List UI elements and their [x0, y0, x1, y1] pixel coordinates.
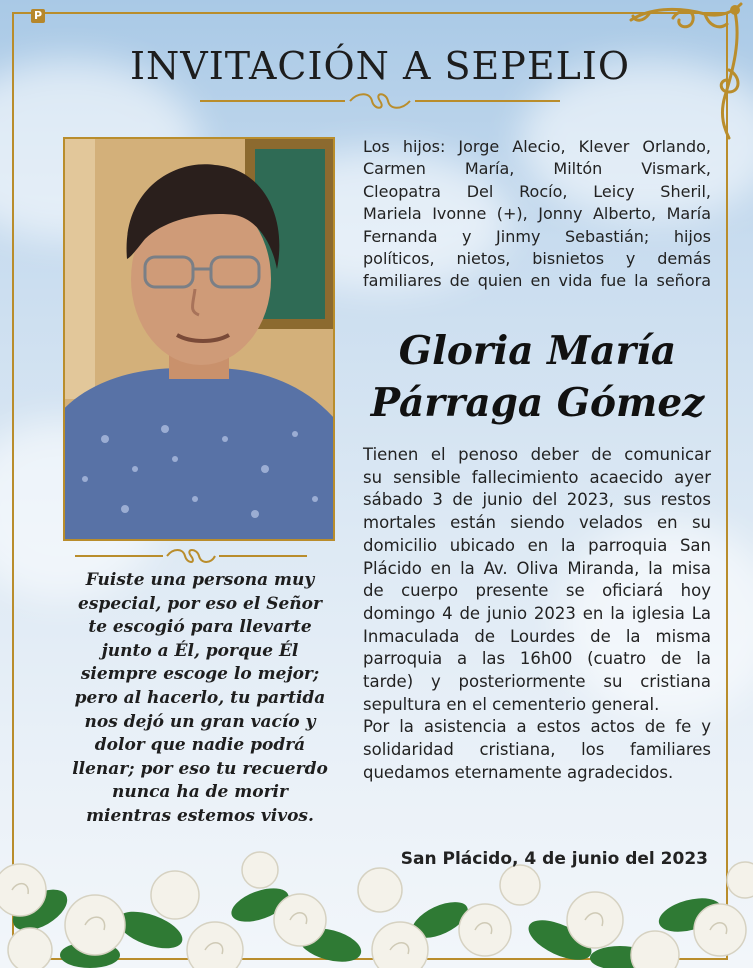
body-line: parroquia a las 16h00 (cuatro de la	[363, 649, 711, 669]
quote-line: te escogió para llevarte	[88, 617, 312, 638]
body-line: Plácido en la Av. Oliva Miranda, la misa	[363, 558, 711, 578]
quote-line: llenar; por eso tu recuerdo	[72, 758, 328, 779]
quote-line: nunca ha de morir	[112, 782, 288, 803]
quote-line: dolor que nadie podrá	[94, 735, 306, 756]
body-line: quedamos eternamente agradecidos.	[363, 762, 674, 782]
portrait-photo	[63, 137, 335, 541]
body-line: solidaridad cristiana, los familiares	[363, 740, 711, 760]
deceased-name-first: Gloria María	[398, 328, 677, 374]
quote-line: especial, por eso el Señor	[78, 593, 322, 614]
quote-line: nos dejó un gran vacío y	[84, 711, 316, 732]
intro-line: Mariela Ivonne (+), Jonny Alberto, María	[363, 204, 711, 224]
page-title: INVITACIÓN A SEPELIO	[130, 44, 630, 88]
intro-line: familiares de quien en vida fue la señora	[363, 271, 711, 291]
body-line: de cuerpo presente se oficiará hoy	[363, 581, 711, 601]
intro-line: políticos, nietos, bisnietos y demás	[363, 249, 711, 269]
intro-line: Carmen María, Miltón Vismark,	[363, 159, 711, 179]
quote-line: pero al hacerlo, tu partida	[74, 687, 326, 708]
quote-line: mientras estemos vivos.	[86, 805, 314, 826]
title-divider	[200, 92, 560, 110]
memorial-quote	[50, 569, 350, 829]
body-line: domicilio ubicado en la parroquia San	[363, 535, 711, 555]
publisher-badge: P	[31, 9, 45, 23]
photo-divider	[75, 547, 307, 565]
body-line: Por la asistencia a estos actos de fe y	[363, 717, 711, 737]
place-and-date: San Plácido, 4 de junio del 2023	[400, 849, 708, 869]
body-line: Inmaculada de Lourdes de la misma	[363, 626, 711, 646]
body-line: sábado 3 de junio del 2023, sus restos	[363, 490, 711, 510]
quote-line: siempre escoge lo mejor;	[80, 664, 320, 685]
quote-line: junto a Él, porque Él	[101, 640, 299, 661]
family-intro	[363, 136, 711, 293]
quote-line: Fuiste una persona muy	[85, 570, 315, 590]
body-line: Tienen el penoso deber de comunicar	[363, 445, 711, 464]
intro-line: Los hijos: Jorge Alecio, Klever Orlando,	[363, 137, 711, 156]
body-line: domingo 4 de junio 2023 en la iglesia La	[363, 603, 711, 623]
announcement-body	[363, 444, 711, 785]
body-line: su sensible fallecimiento acaecido ayer	[363, 467, 711, 487]
deceased-name-last: Párraga Gómez	[370, 380, 705, 426]
body-line: sepultura en el cementerio general.	[363, 694, 660, 714]
body-line: tarde) y posteriormente su cristiana	[363, 672, 711, 692]
intro-line: Fernanda y Jinmy Sebastián; hijos	[363, 226, 711, 246]
body-line: mortales están siendo velados en su	[363, 513, 711, 533]
intro-line: Cleopatra Del Rocío, Leicy Sheril,	[363, 181, 711, 201]
